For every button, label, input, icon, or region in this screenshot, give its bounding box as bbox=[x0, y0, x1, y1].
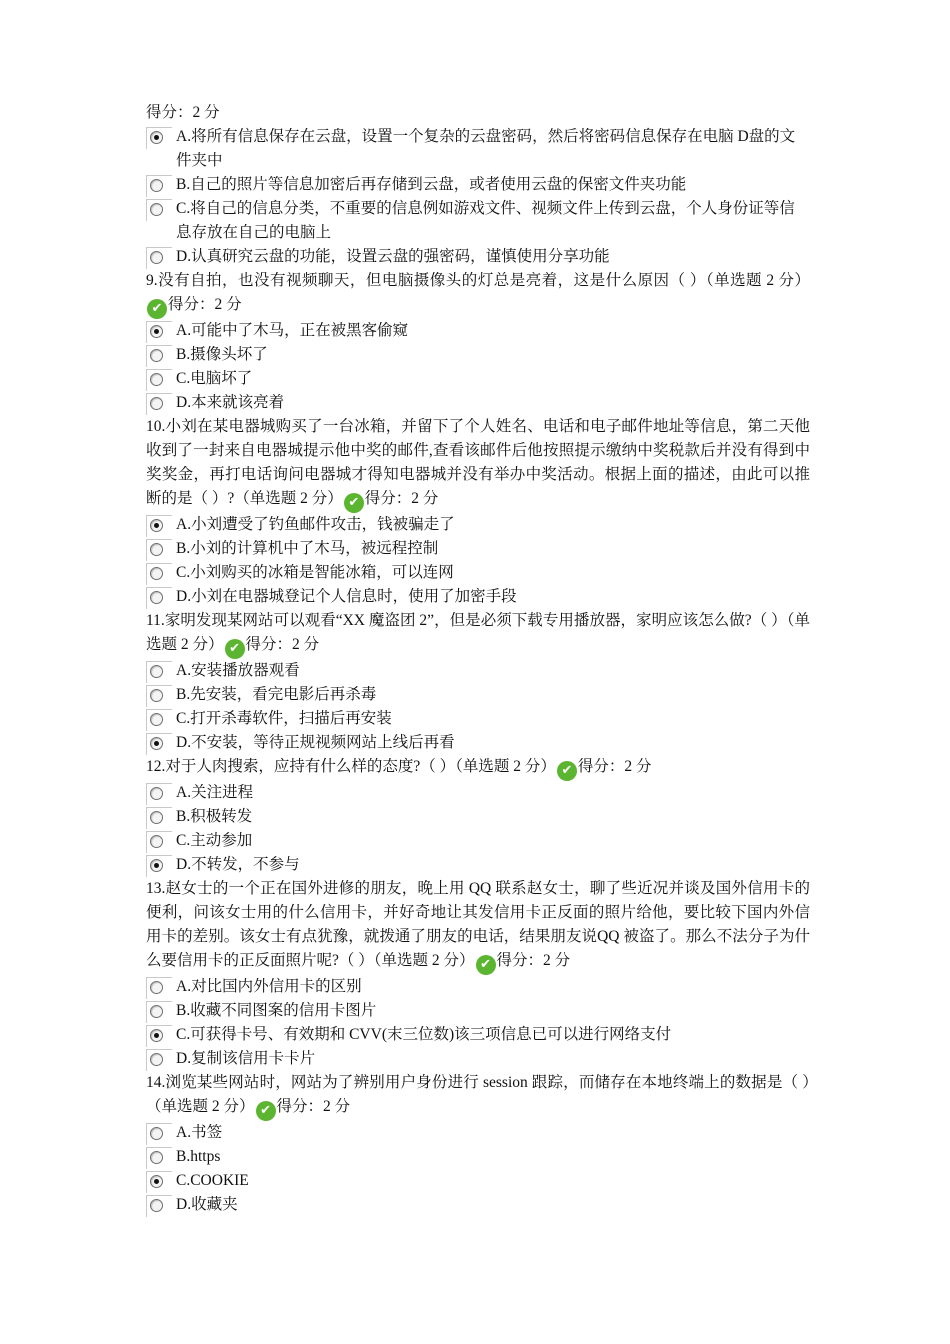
question-stem: 10.小刘在某电器城购买了一台冰箱，并留下了个人姓名、电话和电子邮件地址等信息，第二天他收到了一封来自电器城提示他中奖的邮件,查看该邮件后他按照提示缴纳中奖税款后并没有得到中奖奖金，再打电话询问电器城才得知电器城并没有举办中奖活动。根据上面的描述，由此可以推断的是（ ）?（单选题 2 分） bbox=[146, 418, 810, 507]
radio-frame bbox=[146, 199, 172, 221]
answer-option[interactable] bbox=[146, 999, 810, 1023]
radio-frame bbox=[146, 587, 172, 609]
radio-empty-icon[interactable] bbox=[150, 1199, 163, 1212]
question-stem: 11.家明发现某网站可以观看“XX 魔盗团 2”，但是必须下载专用播放器，家明应该怎么做?（ ）（单选题 2 分） bbox=[146, 612, 810, 653]
option-label: D.复制该信用卡卡片 bbox=[176, 1050, 316, 1067]
radio-empty-icon[interactable] bbox=[150, 179, 163, 192]
option-label: D.收藏夹 bbox=[176, 1196, 238, 1213]
radio-empty-icon[interactable] bbox=[150, 835, 163, 848]
answer-option[interactable] bbox=[146, 683, 810, 707]
question-block bbox=[146, 1071, 810, 1217]
radio-checked-icon[interactable] bbox=[150, 1175, 163, 1188]
question-stem-line bbox=[146, 1071, 810, 1121]
question-stem: 12.对于人肉搜索，应持有什么样的态度?（ ）（单选题 2 分） bbox=[146, 758, 556, 775]
radio-checked-icon[interactable] bbox=[150, 737, 163, 750]
radio-frame bbox=[146, 685, 172, 707]
radio-frame bbox=[146, 977, 172, 999]
radio-frame bbox=[146, 807, 172, 829]
radio-frame bbox=[146, 783, 172, 805]
answer-option[interactable] bbox=[146, 829, 810, 853]
option-label: B.先安装，看完电影后再杀毒 bbox=[176, 686, 377, 703]
answer-option[interactable] bbox=[146, 513, 810, 537]
question-block bbox=[146, 269, 810, 415]
radio-frame bbox=[146, 345, 172, 367]
radio-empty-icon[interactable] bbox=[150, 203, 163, 216]
answer-option[interactable] bbox=[146, 125, 810, 173]
radio-frame bbox=[146, 1049, 172, 1071]
question-stem: 9.没有自拍，也没有视频聊天，但电脑摄像头的灯总是亮着，这是什么原因（ ）（单选题 2 分） bbox=[146, 272, 810, 289]
radio-empty-icon[interactable] bbox=[150, 373, 163, 386]
option-label: B.自己的照片等信息加密后再存储到云盘，或者使用云盘的保密文件夹功能 bbox=[176, 176, 687, 193]
answer-option[interactable] bbox=[146, 343, 810, 367]
radio-frame bbox=[146, 1195, 172, 1217]
radio-frame bbox=[146, 1171, 172, 1193]
question-score: 得分：2 分 bbox=[168, 296, 242, 313]
radio-frame bbox=[146, 321, 172, 343]
radio-frame bbox=[146, 661, 172, 683]
answer-option[interactable] bbox=[146, 1023, 810, 1047]
option-label: D.不转发，不参与 bbox=[176, 856, 300, 873]
quiz-content bbox=[146, 101, 810, 1217]
radio-frame bbox=[146, 369, 172, 391]
radio-frame bbox=[146, 831, 172, 853]
option-label: A.将所有信息保存在云盘，设置一个复杂的云盘密码，然后将密码信息保存在电脑 D盘的文件夹中 bbox=[176, 128, 796, 169]
question-stem: 13.赵女士的一个正在国外进修的朋友，晚上用 QQ 联系赵女士，聊了些近况并谈及国外信用卡的便利，问该女士用的什么信用卡，并好奇地让其发信用卡正反面的照片给他，要比较下国内外信用卡的差别。该女士有点犹豫，就拨通了朋友的电话，结果朋友说QQ 被盗了。那么不法分子为什么要信用卡的正反面照片呢?（ ）（单选题 2 分） bbox=[146, 880, 810, 969]
answer-option[interactable] bbox=[146, 391, 810, 415]
question-stem-line bbox=[146, 269, 810, 319]
radio-empty-icon[interactable] bbox=[150, 349, 163, 362]
radio-checked-icon[interactable] bbox=[150, 1029, 163, 1042]
radio-checked-icon[interactable] bbox=[150, 859, 163, 872]
option-label: A.关注进程 bbox=[176, 784, 254, 801]
option-label: D.认真研究云盘的功能，设置云盘的强密码，谨慎使用分享功能 bbox=[176, 248, 610, 265]
radio-frame bbox=[146, 1025, 172, 1047]
check-circle-icon: ✔ bbox=[147, 299, 167, 319]
question-block bbox=[146, 609, 810, 755]
option-label: C.小刘购买的冰箱是智能冰箱，可以连网 bbox=[176, 564, 454, 581]
option-label: B.https bbox=[176, 1148, 221, 1165]
answer-option[interactable] bbox=[146, 173, 810, 197]
radio-empty-icon[interactable] bbox=[150, 787, 163, 800]
option-label: C.主动参加 bbox=[176, 832, 253, 849]
option-label: C.打开杀毒软件，扫描后再安装 bbox=[176, 710, 392, 727]
check-circle-icon: ✔ bbox=[225, 639, 245, 659]
radio-frame bbox=[146, 127, 172, 149]
check-circle-icon: ✔ bbox=[476, 955, 496, 975]
prev-question-options bbox=[146, 125, 810, 269]
answer-option[interactable] bbox=[146, 805, 810, 829]
check-circle-icon: ✔ bbox=[557, 761, 577, 781]
answer-option[interactable] bbox=[146, 367, 810, 391]
question-score: 得分：2 分 bbox=[245, 636, 320, 653]
check-circle-icon: ✔ bbox=[256, 1101, 276, 1121]
radio-frame bbox=[146, 247, 172, 269]
radio-frame bbox=[146, 1147, 172, 1169]
radio-frame bbox=[146, 175, 172, 197]
radio-empty-icon[interactable] bbox=[150, 1053, 163, 1066]
question-stem-line bbox=[146, 415, 810, 513]
radio-checked-icon[interactable] bbox=[150, 519, 163, 532]
radio-checked-icon[interactable] bbox=[150, 131, 163, 144]
question-list bbox=[146, 269, 810, 1217]
prev-question-score: 得分：2 分 bbox=[146, 104, 220, 121]
option-label: A.书签 bbox=[176, 1124, 223, 1141]
radio-frame bbox=[146, 855, 172, 877]
radio-frame bbox=[146, 733, 172, 755]
radio-frame bbox=[146, 1123, 172, 1145]
radio-frame bbox=[146, 515, 172, 537]
question-stem: 14.浏览某些网站时，网站为了辨别用户身份进行 session 跟踪，而储存在本地终端上的数据是（ ）（单选题 2 分） bbox=[146, 1074, 810, 1115]
answer-option[interactable] bbox=[146, 319, 810, 343]
answer-option[interactable] bbox=[146, 975, 810, 999]
answer-option[interactable] bbox=[146, 731, 810, 755]
radio-empty-icon[interactable] bbox=[150, 1005, 163, 1018]
question-stem-line bbox=[146, 755, 810, 781]
radio-frame bbox=[146, 709, 172, 731]
radio-empty-icon[interactable] bbox=[150, 251, 163, 264]
option-label: B.积极转发 bbox=[176, 808, 253, 825]
answer-option[interactable] bbox=[146, 781, 810, 805]
question-score: 得分：2 分 bbox=[496, 952, 571, 969]
question-score: 得分：2 分 bbox=[276, 1098, 351, 1115]
radio-empty-icon[interactable] bbox=[150, 543, 163, 556]
option-label: C.将自己的信息分类，不重要的信息例如游戏文件、视频文件上传到云盘，个人身份证等信息存放在自己的电脑上 bbox=[176, 200, 795, 241]
answer-option[interactable] bbox=[146, 1169, 810, 1193]
option-label: C.COOKIE bbox=[176, 1172, 249, 1189]
answer-option[interactable] bbox=[146, 197, 810, 245]
question-stem-line bbox=[146, 877, 810, 975]
radio-frame bbox=[146, 393, 172, 415]
answer-option[interactable] bbox=[146, 853, 810, 877]
answer-option[interactable] bbox=[146, 707, 810, 731]
answer-option[interactable] bbox=[146, 659, 810, 683]
option-label: D.本来就该亮着 bbox=[176, 394, 285, 411]
radio-empty-icon[interactable] bbox=[150, 591, 163, 604]
answer-option[interactable] bbox=[146, 1121, 810, 1145]
answer-option[interactable] bbox=[146, 1047, 810, 1071]
option-label: D.小刘在电器城登记个人信息时，使用了加密手段 bbox=[176, 588, 517, 605]
check-circle-icon: ✔ bbox=[344, 493, 364, 513]
radio-empty-icon[interactable] bbox=[150, 1127, 163, 1140]
answer-option[interactable] bbox=[146, 537, 810, 561]
radio-empty-icon[interactable] bbox=[150, 981, 163, 994]
question-score: 得分：2 分 bbox=[364, 490, 439, 507]
radio-empty-icon[interactable] bbox=[150, 665, 163, 678]
question-block bbox=[146, 877, 810, 1071]
question-stem-line bbox=[146, 609, 810, 659]
option-label: A.对比国内外信用卡的区别 bbox=[176, 978, 362, 995]
answer-option[interactable] bbox=[146, 1145, 810, 1169]
option-label: A.小刘遭受了钓鱼邮件攻击，钱被骗走了 bbox=[176, 516, 455, 533]
option-label: B.摄像头坏了 bbox=[176, 346, 268, 363]
radio-empty-icon[interactable] bbox=[150, 713, 163, 726]
radio-frame bbox=[146, 563, 172, 585]
option-label: C.电脑坏了 bbox=[176, 370, 253, 387]
radio-checked-icon[interactable] bbox=[150, 325, 163, 338]
question-block bbox=[146, 415, 810, 609]
radio-empty-icon[interactable] bbox=[150, 1151, 163, 1164]
answer-option[interactable] bbox=[146, 585, 810, 609]
option-label: B.小刘的计算机中了木马，被远程控制 bbox=[176, 540, 439, 557]
question-block bbox=[146, 755, 810, 877]
radio-empty-icon[interactable] bbox=[150, 567, 163, 580]
radio-empty-icon[interactable] bbox=[150, 811, 163, 824]
radio-frame bbox=[146, 1001, 172, 1023]
option-label: A.可能中了木马，正在被黑客偷窥 bbox=[176, 322, 409, 339]
option-label: D.不安装，等待正规视频网站上线后再看 bbox=[176, 734, 455, 751]
answer-option[interactable] bbox=[146, 1193, 810, 1217]
option-label: B.收藏不同图案的信用卡图片 bbox=[176, 1002, 377, 1019]
answer-option[interactable] bbox=[146, 561, 810, 585]
radio-frame bbox=[146, 539, 172, 561]
answer-option[interactable] bbox=[146, 245, 810, 269]
radio-empty-icon[interactable] bbox=[150, 689, 163, 702]
option-label: A.安装播放器观看 bbox=[176, 662, 300, 679]
option-label: C.可获得卡号、有效期和 CVV(末三位数)该三项信息已可以进行网络支付 bbox=[176, 1026, 672, 1043]
radio-empty-icon[interactable] bbox=[150, 397, 163, 410]
question-score: 得分：2 分 bbox=[577, 758, 652, 775]
